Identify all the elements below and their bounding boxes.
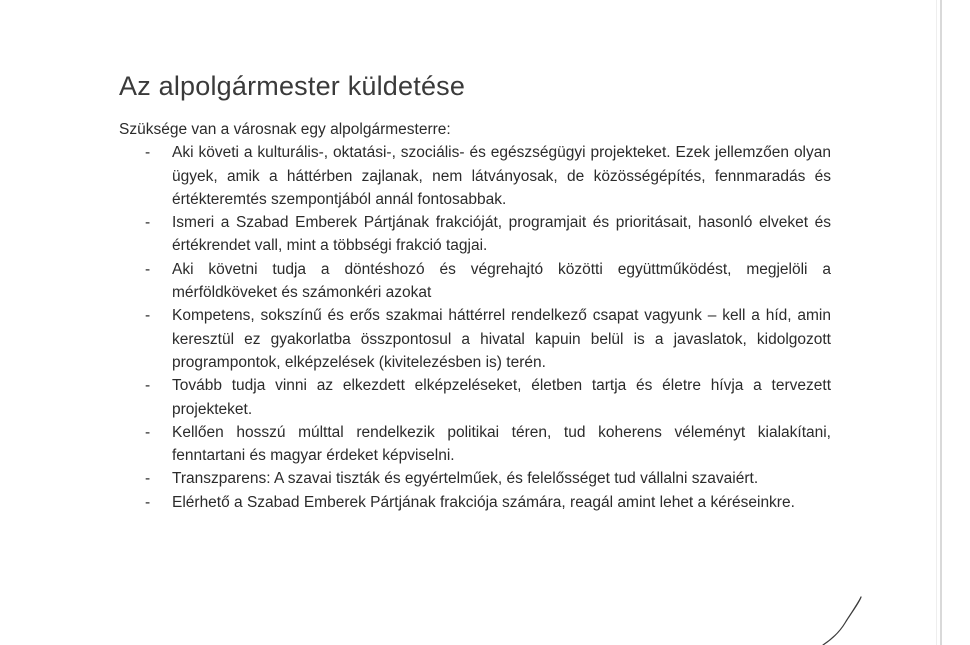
list-item-text: Ismeri a Szabad Emberek Pártjának frakcióját, programjait és prioritásait, hasonló elveket és értékrendet vall, mint a többségi frakció tagjai. bbox=[172, 214, 831, 255]
list-item-text: Elérhető a Szabad Emberek Pártjának frakciója számára, reagál amint lehet a kéréseinkre. bbox=[172, 493, 795, 511]
page-edge-shadow bbox=[936, 0, 937, 645]
bullet-dash: - bbox=[145, 377, 151, 395]
list-item-text: Aki követni tudja a döntéshozó és végrehajtó közötti együttműködést, megjelöli a mérföldköveket és számonkéri azokat bbox=[172, 260, 831, 302]
bullet-dash: - bbox=[145, 307, 151, 325]
list-item-text: Tovább tudja vinni az elkezdett elképzeléseket, életben tartja és életre hívja a tervezett projekteket. bbox=[172, 377, 831, 418]
bullet-dash: - bbox=[145, 470, 151, 488]
page-title: Az alpolgármester küldetése bbox=[119, 71, 466, 101]
intro-text: Szüksége van a városnak egy alpolgármesterre: bbox=[119, 121, 451, 138]
bullet-dash: - bbox=[145, 214, 151, 232]
list-item-text: Aki követi a kulturális-, oktatási-, szociális- és egészségügyi projekteket. Ezek jellemzően olyan ügyek, amik a háttérben zajlanak, nem látványosak, de közösségépítés, fennmaradás és értékteremtés szempontjából annál fontosabbak. bbox=[172, 144, 831, 208]
list-item bbox=[119, 304, 831, 374]
bullet-dash: - bbox=[145, 423, 151, 441]
page-edge bbox=[940, 0, 942, 645]
requirements-list bbox=[119, 141, 831, 514]
bullet-dash: - bbox=[145, 493, 151, 511]
list-item bbox=[119, 491, 831, 514]
list-item bbox=[119, 141, 831, 211]
bullet-dash: - bbox=[145, 144, 151, 162]
list-item bbox=[119, 421, 831, 468]
list-item-text: Kellően hosszú múlttal rendelkezik politikai téren, tud koherens véleményt kialakítani, fenntartani és magyar érdeket képviselni. bbox=[172, 423, 831, 465]
list-item bbox=[119, 258, 831, 305]
bullet-dash: - bbox=[145, 260, 151, 278]
signature-icon bbox=[815, 595, 875, 645]
list-item-text: Kompetens, sokszínű és erős szakmai háttérrel rendelkező csapat vagyunk – kell a híd, amin keresztül ez gyakorlatba összpontosul a hivatal kapuin belül is a javaslatok, kidolgozott programpontok, elképzelések (kivitelezésben is) terén. bbox=[172, 307, 831, 371]
list-item bbox=[119, 467, 831, 490]
document-body bbox=[119, 70, 831, 514]
list-item bbox=[119, 374, 831, 421]
list-item-text: Transzparens: A szavai tiszták és egyértelműek, és felelősséget tud vállalni szavaiért. bbox=[172, 470, 759, 488]
list-item bbox=[119, 211, 831, 258]
